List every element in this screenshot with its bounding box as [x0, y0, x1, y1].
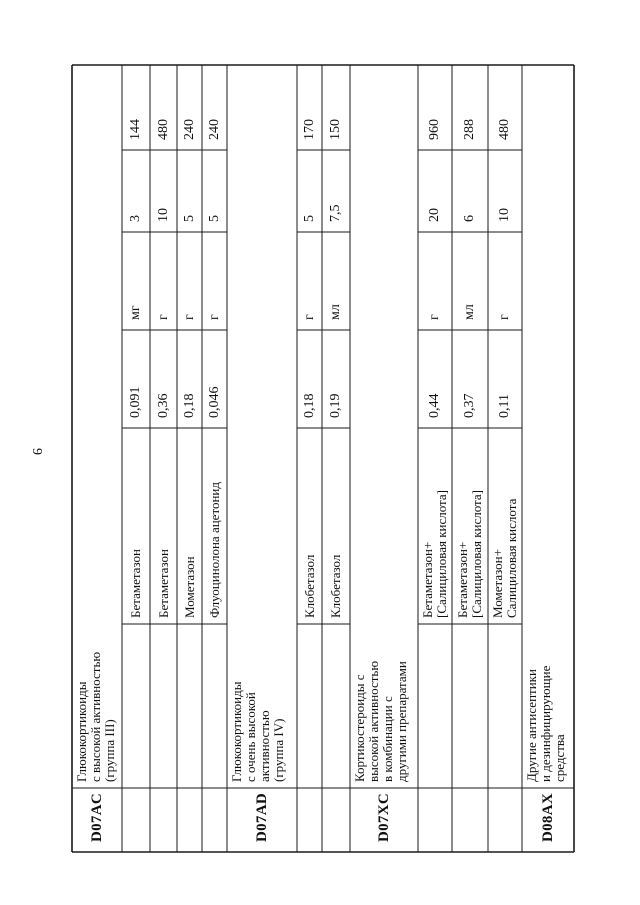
cell-ddd: 0,11 [497, 394, 512, 418]
cell-drug [129, 549, 143, 618]
group-description-line: (группа IV) [271, 718, 286, 782]
cell-qty: 20 [427, 208, 442, 222]
group-description-line: высокой активностью [366, 660, 381, 782]
cell-total: 240 [181, 119, 197, 140]
cell-total: 144 [128, 119, 143, 140]
drug-name-line: Бетаметазон+ [455, 541, 470, 618]
drug-name-line: Салициловая кислота [504, 498, 519, 618]
cell-group [353, 661, 409, 782]
group-description-line: с высокой активностью [88, 651, 103, 782]
cell-drug [456, 490, 484, 618]
cell-ddd: 0,44 [427, 393, 442, 418]
drug-name-line: Клобетазол [328, 554, 343, 618]
drug-name-line: Бетаметазон+ [420, 541, 435, 618]
group-description-line: в комбинации с [380, 696, 395, 782]
group-description-line: с очень высокой [243, 692, 258, 782]
drug-name-line: [Салициловая кислота] [469, 490, 484, 618]
group-description-line: (группа III) [102, 719, 117, 782]
cell-total: 960 [427, 119, 442, 140]
group-description-line: средства [552, 734, 567, 782]
cell-drug [421, 490, 449, 618]
cell-ddd: 0,18 [181, 393, 197, 418]
cell-ddd: 0,19 [328, 393, 343, 418]
group-description-line: активностью [257, 710, 272, 782]
drug-name-line: Мометазон [181, 556, 197, 618]
drug-name-line: Флуоцинолона ацетонид [206, 482, 222, 618]
cell-code: D08AX [539, 793, 556, 842]
cell-qty: 5 [301, 215, 317, 222]
cell-qty: 3 [128, 215, 143, 222]
cell-drug [157, 549, 171, 618]
group-description-line: Глюкокортикоиды [74, 681, 89, 782]
group-description-line: Другие антисептики [524, 669, 539, 782]
cell-unit: г [497, 314, 512, 320]
cell-group [230, 682, 286, 782]
cell-unit: мл [328, 304, 343, 320]
group-description-line: Глюкокортикоиды [229, 681, 244, 782]
cell-qty: 6 [462, 215, 477, 222]
group-description-line: другими препаратами [394, 661, 409, 782]
cell-unit: г [181, 314, 197, 320]
cell-group [75, 652, 117, 782]
cell-total: 150 [328, 119, 343, 140]
cell-total: 240 [206, 119, 222, 140]
cell-ddd: 0,36 [155, 393, 171, 418]
page-number: 9 [29, 448, 44, 455]
cell-group [525, 666, 567, 782]
cell-total: 170 [301, 119, 317, 140]
cell-ddd: 0,37 [462, 393, 477, 418]
cell-drug [208, 482, 222, 618]
drug-name-line: Бетаметазон [155, 549, 171, 618]
cell-ddd: 0,046 [206, 386, 222, 418]
cell-qty: 10 [155, 208, 171, 222]
cell-drug [183, 556, 197, 618]
cell-unit: г [206, 314, 222, 320]
cell-unit: мл [462, 304, 477, 320]
cell-unit: г [301, 314, 317, 320]
cell-code: D07XC [375, 793, 392, 842]
drug-name-line: [Салициловая кислота] [434, 490, 449, 618]
cell-qty: 5 [206, 215, 222, 222]
cell-qty: 5 [181, 215, 197, 222]
cell-drug [329, 555, 343, 618]
group-description-line: Кортикостероиды с [352, 674, 367, 782]
drug-name-line: Мометазон+ [490, 549, 505, 618]
cell-qty: 7,5 [328, 204, 343, 222]
cell-unit: г [427, 314, 442, 320]
cell-unit: г [155, 314, 171, 320]
cell-total: 480 [497, 119, 512, 140]
cell-total: 288 [462, 119, 477, 140]
cell-ddd: 0,091 [128, 386, 143, 418]
cell-code: D07AD [253, 793, 270, 842]
cell-unit: мг [128, 305, 143, 320]
cell-qty: 10 [497, 208, 512, 222]
drug-name-line: Клобетазол [301, 554, 317, 618]
cell-ddd: 0,18 [301, 393, 317, 418]
drug-name-line: Бетаметазон [128, 549, 143, 618]
group-description-line: и дезинфицирующие [538, 665, 553, 782]
cell-code: D07AC [88, 793, 105, 842]
cell-total: 480 [155, 119, 171, 140]
cell-drug [491, 499, 519, 618]
cell-drug [303, 555, 317, 618]
